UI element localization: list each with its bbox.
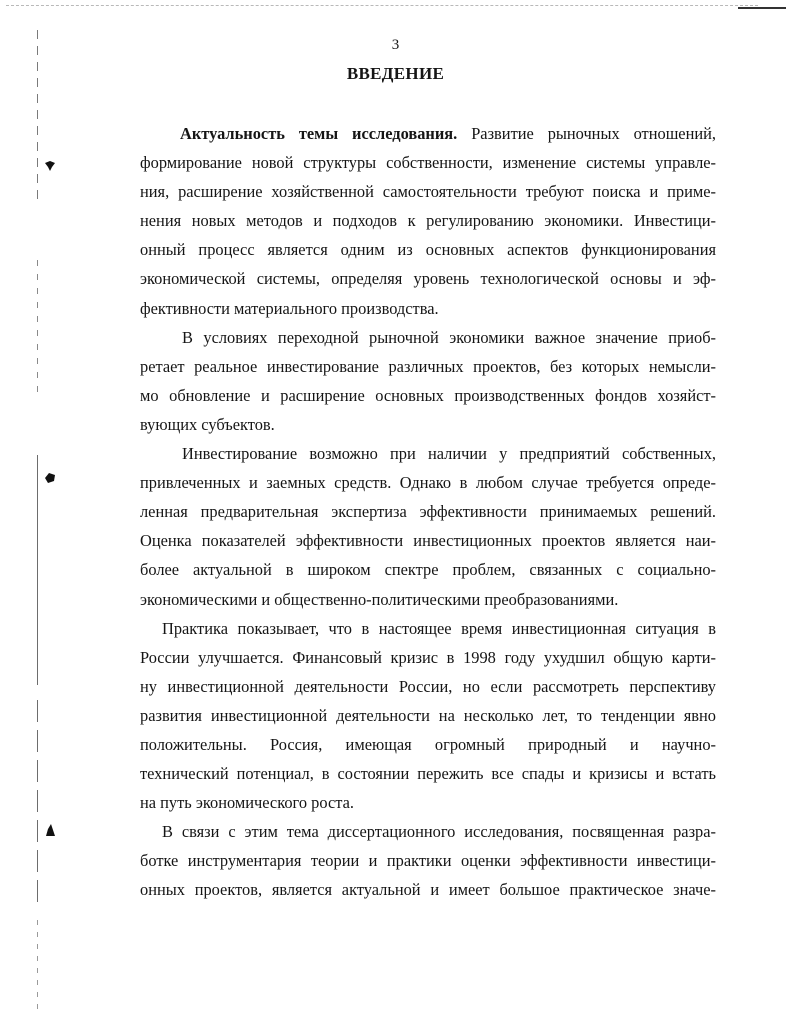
top-right-scan-mark [738,7,786,9]
paragraph-line [140,119,716,148]
paragraph-line: В условиях переходной рыночной экономики важное значение приоб- [182,327,716,347]
paragraph-line: Оценка показателей эффективности инвестиционных проектов является наи- [140,531,716,551]
paragraph-line: онный процесс является одним из основных аспектов функционирования [140,240,716,260]
body-text [140,119,716,905]
paragraph-line: привлеченных и заемных средств. Однако в любом случае требуется опреде- [140,473,716,493]
paragraph-line: технический потенциал, в состоянии пережить все спады и кризисы и встать [140,764,716,784]
paragraph-line: экономической системы, определяя уровень технологической основы и эф- [140,269,716,289]
paragraph-line: формирование новой структуры собственности, изменение системы управле- [140,153,716,173]
paragraph-line: нения новых методов и подходов к регулированию экономики. Инвестици- [140,211,716,231]
paragraph-line: онных проектов, является актуальной и имеет большое практическое значе- [140,880,716,900]
paragraph-line: вующих субъектов. [140,414,275,434]
paragraph-line: Практика показывает, что в настоящее время инвестиционная ситуация в [162,618,716,638]
left-margin-line [37,700,38,910]
left-margin-line [37,455,38,685]
paragraph-line: ленная предварительная экспертиза эффективности принимаемых решений. [140,502,716,522]
left-margin-line [37,260,38,400]
binding-hole-mark [44,823,56,835]
paragraph-line: В связи с этим тема диссертационного исследования, посвященная разра- [162,822,716,842]
binding-hole-mark [44,472,56,484]
paragraph-line: ния, расширение хозяйственной самостоятельности требуют поиска и приме- [140,182,716,202]
paragraph-line: Инвестирование возможно при наличии у предприятий собственных, [182,444,716,464]
paragraph-line: ботке инструментария теории и практики оценки эффективности инвестици- [140,851,716,871]
paragraph-line: ну инвестиционной деятельности России, но если рассмотреть перспективу [140,676,716,696]
top-scan-edge [6,5,758,7]
paragraph-line: положительны. Россия, имеющая огромный природный и научно- [140,734,716,754]
paragraph-line: ретает реальное инвестирование различных проектов, без которых немысли- [140,356,716,376]
binding-hole-mark [44,160,56,172]
paragraph-line: фективности материального производства. [140,298,439,318]
paragraph-line: на путь экономического роста. [140,793,354,813]
paragraph-line: более актуальной в широком спектре проблем, связанных с социально- [140,560,716,580]
left-margin-line [37,920,38,1015]
paragraph-line: России улучшается. Финансовый кризис в 1998 году ухудшил общую карти- [140,647,716,667]
paragraph-line: экономическими и общественно-политическими преобразованиями. [140,589,619,609]
paragraph-line: мо обновление и расширение основных производственных фондов хозяйст- [140,385,716,405]
paragraph-lead-bold: Актуальность темы исследования. [180,124,458,143]
paragraph-line: развития инвестиционной деятельности на несколько лет, то тенденции явно [140,705,716,725]
left-margin-line [37,30,38,200]
section-heading: ВВЕДЕНИЕ [346,64,445,83]
paragraph-line-text: Развитие рыночных отношений, [457,124,716,143]
page-number: 3 [391,37,400,53]
